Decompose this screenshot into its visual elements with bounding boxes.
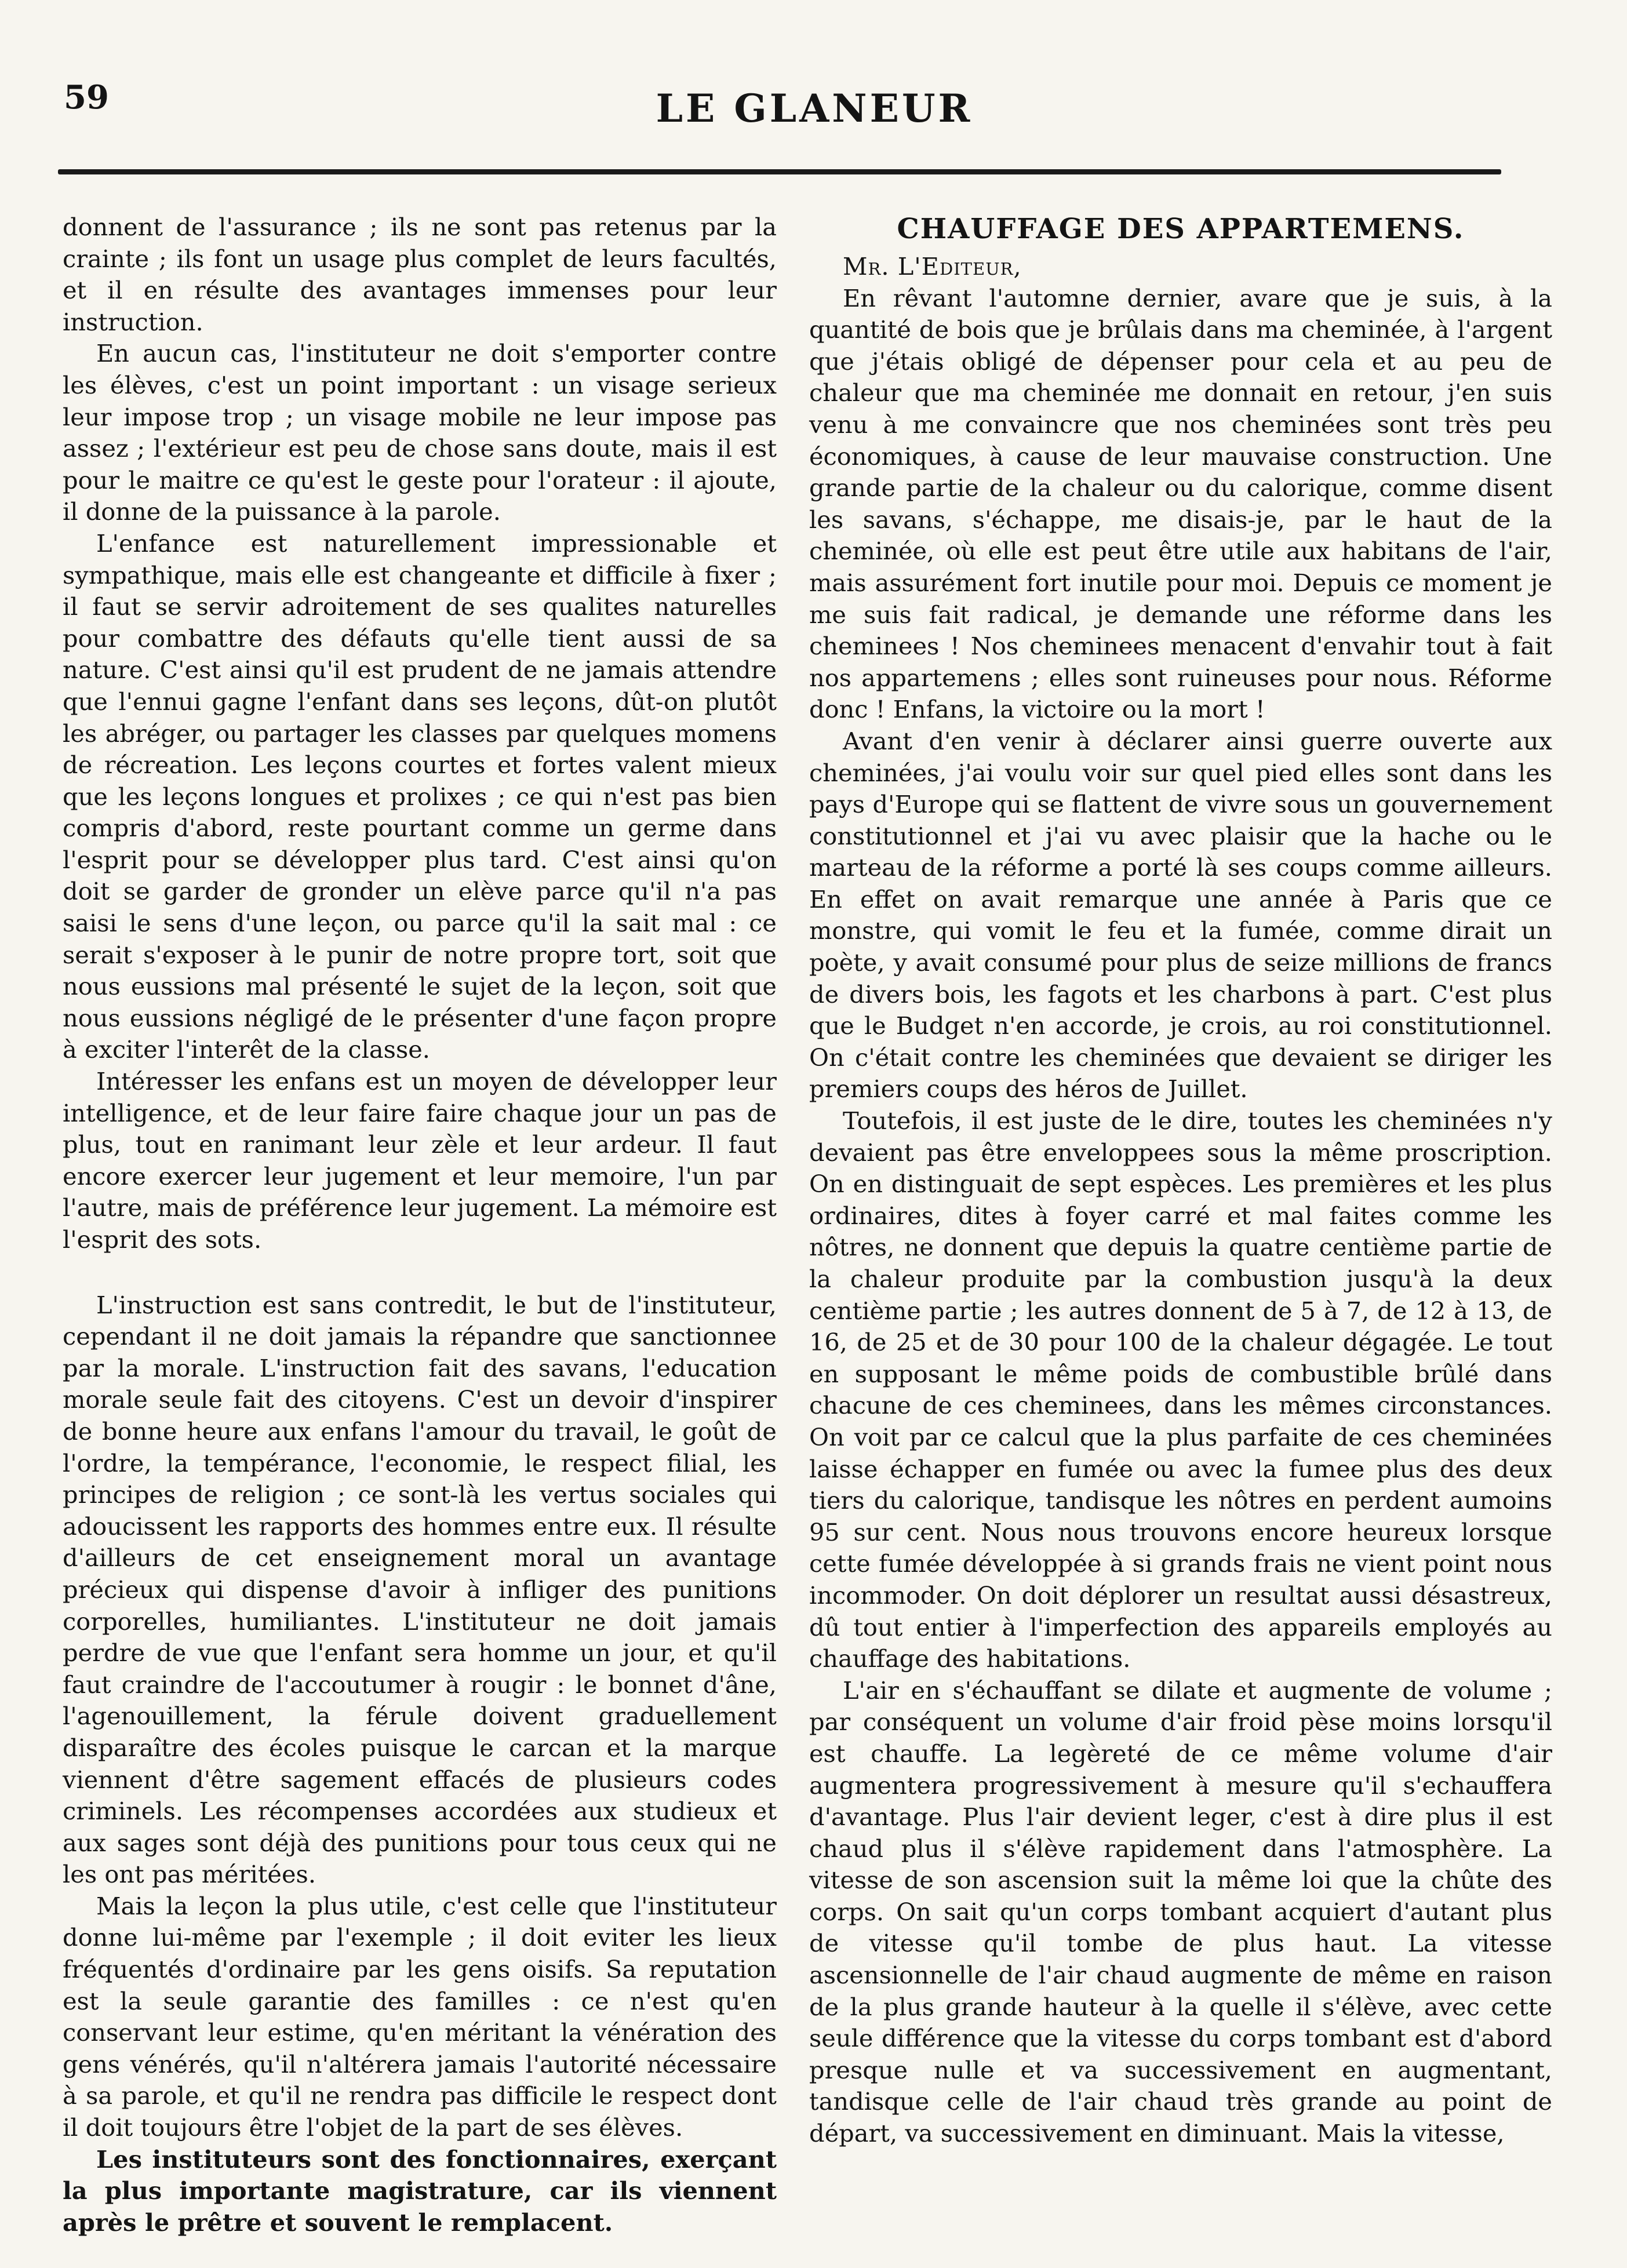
paragraph: Intéresser les enfans est un moyen de développer leur intelligence, et de leur faire faire chaque jour un pas de plus, tout en ranimant leur zèle et leur ardeur. Il faut encore exercer leur jugement et leur memoire, l'un par l'autre, mais de préférence leur jugement. La mémoire est l'esprit des sots. — [63, 1067, 777, 1254]
paragraph: En aucun cas, l'instituteur ne doit s'emporter contre les élèves, c'est un point important : un visage serieux leur impose trop ; un visage mobile ne leur impose pas assez ; l'extérieur est peu de chose sans doute, mais il est pour le maitre ce qu'est le geste pour l'orateur : il ajoute, il donne de la puissance à la parole. — [63, 339, 777, 526]
paragraph: En rêvant l'automne dernier, avare que je suis, à la quantité de bois que je brûlais dans ma cheminée, à l'argent que j'étais obligé de dépenser pour cela et au peu de chaleur que ma cheminée me donnait en retour, j'en suis venu à me convaincre que nos cheminées sont très peu économiques, à cause de leur mauvaise construction. Une grande partie de la chaleur ou du calorique, comme disent les savans, s'échappe, me disais-je, par le haut de la cheminée, où elle est peut être utile aux habitans de l'air, mais assurément fort inutile pour moi. Depuis ce moment je me suis fait radical, je demande une réforme dans les cheminees ! Nos cheminees menacent d'envahir tout à fait nos appartemens ; elles sont ruineuses pour nous. Réforme donc ! Enfans, la victoire ou la mort ! — [809, 283, 1552, 724]
paragraph: donnent de l'assurance ; ils ne sont pas retenus par la crainte ; ils font un usage plus complet de leurs facultés, et il en résulte des avantages immenses pour leur instruction. — [63, 213, 777, 336]
salutation — [809, 251, 1552, 283]
paragraph: Mais la leçon la plus utile, c'est celle que l'instituteur donne lui-même par l'exemple ; il doit eviter les lieux fréquentés d'ordinaire par les gens oisifs. Sa reputation est la seule garantie des familles : ce n'est qu'en conservant leur estime, qu'en méritant la vénération des gens vénérés, qu'il n'altérera jamais l'autorité nécessaire à sa parole, et qu'il ne rendra pas difficile le respect dont il doit toujours être l'objet de la part de ses élèves. — [63, 1891, 777, 2142]
paragraph: Avant d'en venir à déclarer ainsi guerre ouverte aux cheminées, j'ai voulu voir sur quel pied elles sont dans les pays d'Europe qui se flattent de vivre sous un gouvernement constitutionnel et j'ai vu avec plaisir que la hache ou le marteau de la réforme a porté là ses coups comme ailleurs. En effet on avait remarque une année à Paris que ce monstre, qui vomit le feu et la fumée, comme dirait un poète, y avait consumé pour plus de seize millions de francs de divers bois, les fagots et les charbons à part. C'est plus que le Budget n'en accorde, je crois, au roi constitutionnel. On c'était contre les cheminées que devaient se diriger les premiers coups des héros de Juillet. — [809, 726, 1552, 1104]
header-rule — [58, 169, 1501, 174]
paragraph: Toutefois, il est juste de le dire, toutes les cheminées n'y devaient pas être enveloppees sous la même proscription. On en distinguait de sept espèces. Les premières et les plus ordinaires, dites à foyer carré et mal faites comme les nôtres, ne donnent que depuis la quatre centième partie de la chaleur produite par la combustion jusqu'à la deux centième partie ; les autres donnent de 5 à 7, de 12 à 13, de 16, de 25 et de 30 pour 100 de la chaleur dégagée. Le tout en supposant le même poids de combustible brûlé dans chacune de ces cheminees, dans les mêmes circonstances. On voit par ce calcul que la plus parfaite de ces cheminées laisse échapper en fumée ou avec la fumee plus des deux tiers du calorique, tandisque les nôtres en perdent aumoins 95 sur cent. Nous nous trouvons encore heureux lorsque cette fumée développée à si grands frais ne vient point nous incommoder. On doit déplorer un resultat aussi désastreux, dû tout entier à l'imperfection des appareils employés au chauffage des habitations. — [809, 1106, 1552, 1673]
salutation-text: Mr. L'Editeur, — [843, 252, 1022, 281]
paragraph: L'instruction est sans contredit, le but de l'instituteur, cependant il ne doit jamais la répandre que sanctionnee par la morale. L'instruction fait des savans, l'education morale seule fait des citoyens. C'est un devoir d'inspirer de bonne heure aux enfans l'amour du travail, le goût de l'ordre, la tempérance, l'economie, le respect filial, les principes de religion ; ce sont-là les vertus sociales qui adoucissent les rapports des hommes entre eux. Il résulte d'ailleurs de cet enseignement moral un avantage précieux qui dispense d'avoir à infliger des punitions corporelles, humiliantes. L'instituteur ne doit jamais perdre de vue que l'enfant sera homme un jour, et qu'il faut craindre de l'accoutumer à rougir : le bonnet d'âne, l'agenouillement, la férule doivent graduellement disparaître des écoles puisque le carcan et la marque viennent d'être sagement effacés de plusieurs codes criminels. Les récompenses accordées aux studieux et aux sages sont déjà des punitions pour tous ceux qui ne les ont pas méritées. — [63, 1290, 777, 1889]
left-column — [63, 212, 777, 2238]
masthead-title: LE GLANEUR — [656, 86, 973, 131]
article-heading: CHAUFFAGE DES APPARTEMENS. — [897, 213, 1465, 245]
paragraph: Les instituteurs sont des fonctionnaires, exerçant la plus importante magistrature, car ils viennent après le prêtre et souvent le remplacent. — [63, 2145, 777, 2237]
page-number: 59 — [64, 78, 109, 117]
paragraph: L'enfance est naturellement impressionable et sympathique, mais elle est changeante et difficile à fixer ; il faut se servir adroitement de ses qualites naturelles pour combattre des défauts qu'elle tient aussi de sa nature. C'est ainsi qu'il est prudent de ne jamais attendre que l'ennui gagne l'enfant dans ses leçons, dût-on plutôt les abréger, ou partager les classes par quelques momens de récreation. Les leçons courtes et fortes valent mieux que les leçons longues et prolixes ; ce qui n'est pas bien compris d'abord, reste pourtant comme un germe dans l'esprit pour se développer plus tard. C'est ainsi qu'on doit se garder de gronder un elève parce qu'il n'a pas saisi le sens d'une leçon, ou parce qu'il la sait mal : ce serait s'exposer à le punir de notre propre tort, soit que nous eussions mal présenté le sujet de la leçon, soit que nous eussions négligé de le présenter d'une façon propre à exciter l'interêt de la classe. — [63, 529, 777, 1064]
paragraph: L'air en s'échauffant se dilate et augmente de volume ; par conséquent un volume d'air froid pèse moins lorsqu'il est chauffe. La legèreté de ce même volume d'air augmentera progressivement à mesure qu'il s'echauffera d'avantage. Plus l'air devient leger, c'est à dire plus il est chaud plus il s'élève rapidement dans l'atmosphère. La vitesse de son ascension suit la même loi que la chûte des corps. On sait qu'un corps tombant acquiert d'autant plus de vitesse qu'il tombe de plus haut. La vitesse ascensionnelle de l'air chaud augmente de même en raison de la plus grande hauteur à la quelle il s'élève, avec cette seule différence que la vitesse du corps tombant est d'abord presque nulle et va successivement en augmentant, tandisque celle de l'air chaud très grande au point de départ, va successivement en diminuant. Mais la vitesse, — [809, 1676, 1552, 2148]
right-column — [809, 212, 1552, 2150]
